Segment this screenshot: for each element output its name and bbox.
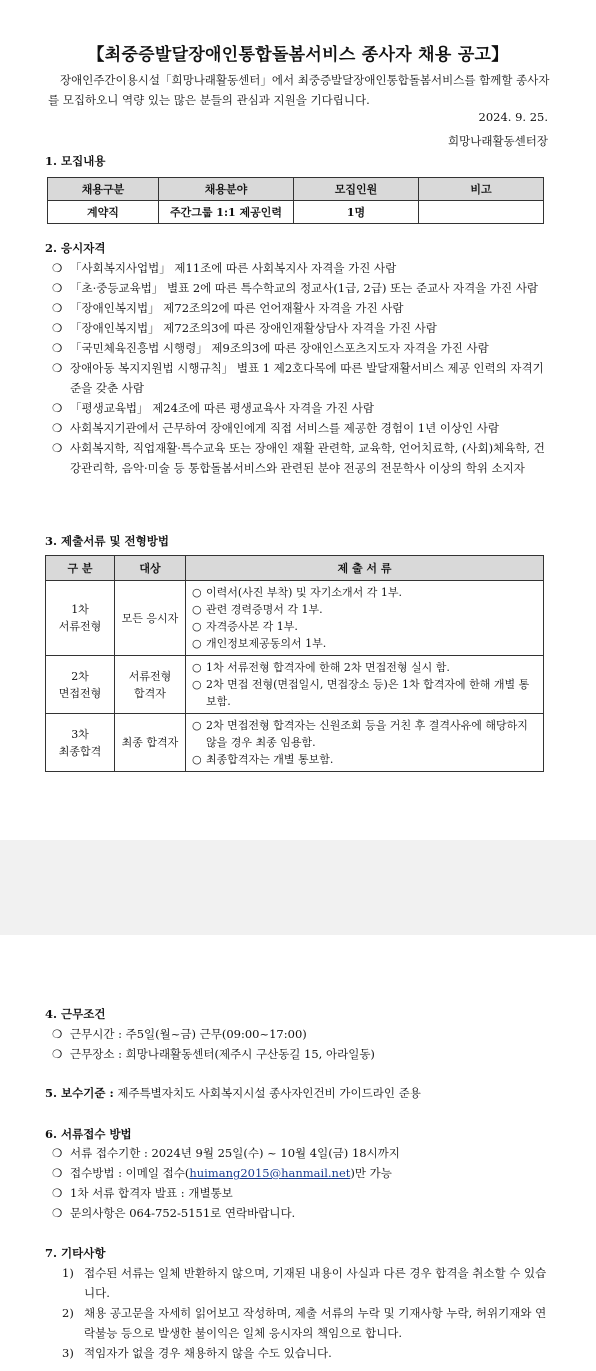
table-row [46, 714, 544, 772]
documents-cell: ○ 이력서(사진 부착) 및 자기소개서 각 1부. ○ 관련 경력증명서 각 1부. ○ 자격증사본 각 1부. ○ 개인정보제공동의서 1부. [186, 581, 544, 656]
circle-bullet-icon: ○ [192, 637, 202, 650]
list-item: ❍ 「사회복지사업법」 제11조에 따른 사회복지사 자격을 가진 사람 [52, 258, 547, 278]
notice-date: 2024. 9. 25. [478, 110, 548, 124]
documents-cell: ○ 2차 면접전형 합격자는 신원조회 등을 거친 후 결격사유에 해당하지 않을 경우 최종 임용함. ○ 최종합격자는 개별 통보함. [186, 714, 544, 772]
bullet-icon: ❍ [52, 301, 63, 315]
target-cell: 최종 합격자 [115, 714, 186, 772]
bullet-icon: ❍ [52, 341, 63, 355]
stage-cell: 2차 면접전형 [46, 656, 115, 714]
work-conditions-list [52, 1024, 547, 1064]
target-cell: 모든 응시자 [115, 581, 186, 656]
table-header: 구 분 [46, 556, 115, 581]
list-item: ❍ 서류 접수기한 : 2024년 9월 25일(수) ~ 10월 4일(금) 18시까지 [52, 1143, 547, 1163]
bullet-icon: ❍ [52, 361, 63, 375]
section-2-title: 2. 응시자격 [45, 241, 106, 255]
section-6-title: 6. 서류접수 방법 [45, 1127, 132, 1141]
list-item: ❍ 근무장소 : 희망나래활동센터(제주시 구산동길 15, 아라일동) [52, 1044, 547, 1064]
bullet-icon: ❍ [52, 261, 63, 275]
section-3-title: 3. 제출서류 및 전형방법 [45, 534, 169, 548]
bullet-icon: ❍ [52, 1027, 63, 1041]
table-header: 비고 [419, 178, 544, 201]
section-4-title: 4. 근무조건 [45, 1007, 106, 1021]
misc-list [62, 1263, 547, 1363]
table-cell: 주간그룹 1:1 제공인력 [159, 201, 294, 224]
page-separator [0, 840, 596, 935]
list-item: 1) 접수된 서류는 일체 반환하지 않으며, 기재된 내용이 사실과 다른 경우 합격을 취소할 수 있습니다. [62, 1266, 547, 1300]
bullet-icon: ❍ [52, 1186, 63, 1200]
list-item: ❍ 근무시간 : 주5일(월~금) 근무(09:00~17:00) [52, 1024, 547, 1044]
bullet-icon: ❍ [52, 1146, 63, 1160]
list-item: ❍ 문의사항은 064-752-5151로 연락바랍니다. [52, 1203, 547, 1223]
bullet-icon: ❍ [52, 281, 63, 295]
list-item: ❍ 「평생교육법」 제24조에 따른 평생교육사 자격을 가진 사람 [52, 398, 547, 418]
section-1-title: 1. 모집내용 [45, 154, 106, 168]
table-row [46, 656, 544, 714]
list-item: ❍ 장애아동 복지지원법 시행규칙」 별표 1 제2호다목에 따른 발달재활서비스 제공 인력의 자격기준을 갖춘 사람 [52, 358, 547, 398]
recruitment-table [47, 177, 544, 224]
bullet-icon: ❍ [52, 321, 63, 335]
salary-text: 제주특별자치도 사회복지시설 종사자인건비 가이드라인 준용 [117, 1086, 421, 1100]
qualification-list [52, 258, 547, 478]
list-item: ❍ 「장애인복지법」 제72조의2에 따른 언어재활사 자격을 가진 사람 [52, 298, 547, 318]
circle-bullet-icon: ○ [192, 661, 202, 674]
list-item: ❍ 「초·중등교육법」 별표 2에 따른 특수학교의 정교사(1급, 2급) 또는 준교사 자격을 가진 사람 [52, 278, 547, 298]
stage-cell: 1차 서류전형 [46, 581, 115, 656]
circle-bullet-icon: ○ [192, 586, 202, 599]
circle-bullet-icon: ○ [192, 678, 202, 691]
stage-cell: 3차 최종합격 [46, 714, 115, 772]
table-row [48, 201, 544, 224]
bullet-icon: ❍ [52, 421, 63, 435]
table-header: 채용분야 [159, 178, 294, 201]
list-item: ❍ 「국민체육진흥법 시행령」 제9조의3에 따른 장애인스포츠지도자 자격을 가진 사람 [52, 338, 547, 358]
list-item: ❍ 1차 서류 합격자 발표 : 개별통보 [52, 1183, 547, 1203]
section-5-title: 5. 보수기준 : [45, 1086, 114, 1100]
bullet-icon: ❍ [52, 1206, 63, 1220]
bullet-icon: ❍ [52, 1047, 63, 1061]
notice-title: 【최중증발달장애인통합돌봄서비스 종사자 채용 공고】 [87, 45, 509, 65]
table-header: 채용구분 [48, 178, 159, 201]
bullet-icon: ❍ [52, 441, 63, 455]
circle-bullet-icon: ○ [192, 620, 202, 633]
circle-bullet-icon: ○ [192, 753, 202, 766]
table-row [46, 581, 544, 656]
circle-bullet-icon: ○ [192, 719, 202, 732]
screening-table [45, 555, 544, 772]
table-header: 모집인원 [294, 178, 419, 201]
issuer: 희망나래활동센터장 [448, 134, 548, 148]
intro-paragraph: 장애인주간이용시설「희망나래활동센터」에서 최중증발달장애인통합돌봄서비스를 함께할 종사자를 모집하오니 역량 있는 많은 분들의 관심과 지원을 기다립니다. [48, 73, 550, 107]
list-item: ❍ 사회복지기관에서 근무하여 장애인에게 직접 서비스를 제공한 경험이 1년 이상인 사람 [52, 418, 547, 438]
list-item: 3) 적임자가 없을 경우 채용하지 않을 수도 있습니다. [62, 1346, 332, 1360]
table-header: 대상 [115, 556, 186, 581]
table-cell: 계약직 [48, 201, 159, 224]
bullet-icon: ❍ [52, 1166, 63, 1180]
target-cell: 서류전형 합격자 [115, 656, 186, 714]
table-cell: 1명 [294, 201, 419, 224]
salary-row [45, 1085, 421, 1101]
application-list [52, 1143, 547, 1223]
documents-cell: ○ 1차 서류전형 합격자에 한해 2차 면접전형 실시 함. ○ 2차 면접 전형(면접일시, 면접장소 등)은 1차 합격자에 한해 개별 통보함. [186, 656, 544, 714]
list-item: ❍ 사회복지학, 직업재활·특수교육 또는 장애인 재활 관련학, 교육학, 언어치료학, (사회)체육학, 건강관리학, 음악·미술 등 통합돌봄서비스와 관련된 분야 전공의 전문학사 이상의 학위 소지자 [52, 438, 547, 478]
email-link[interactable]: huimang2015@hanmail.net [189, 1166, 351, 1180]
table-header: 제 출 서 류 [186, 556, 544, 581]
list-item: 2) 채용 공고문을 자세히 읽어보고 작성하며, 제출 서류의 누락 및 기재사항 누락, 허위기재와 연락불능 등으로 발생한 불이익은 일체 응시자의 책임으로 합니다. [62, 1306, 547, 1340]
list-item: ❍ 접수방법 : 이메일 접수(huimang2015@hanmail.net)만 가능 [52, 1163, 547, 1183]
list-item: ❍ 「장애인복지법」 제72조의3에 따른 장애인재활상담사 자격을 가진 사람 [52, 318, 547, 338]
bullet-icon: ❍ [52, 401, 63, 415]
section-7-title: 7. 기타사항 [45, 1246, 106, 1260]
circle-bullet-icon: ○ [192, 603, 202, 616]
table-cell [419, 201, 544, 224]
